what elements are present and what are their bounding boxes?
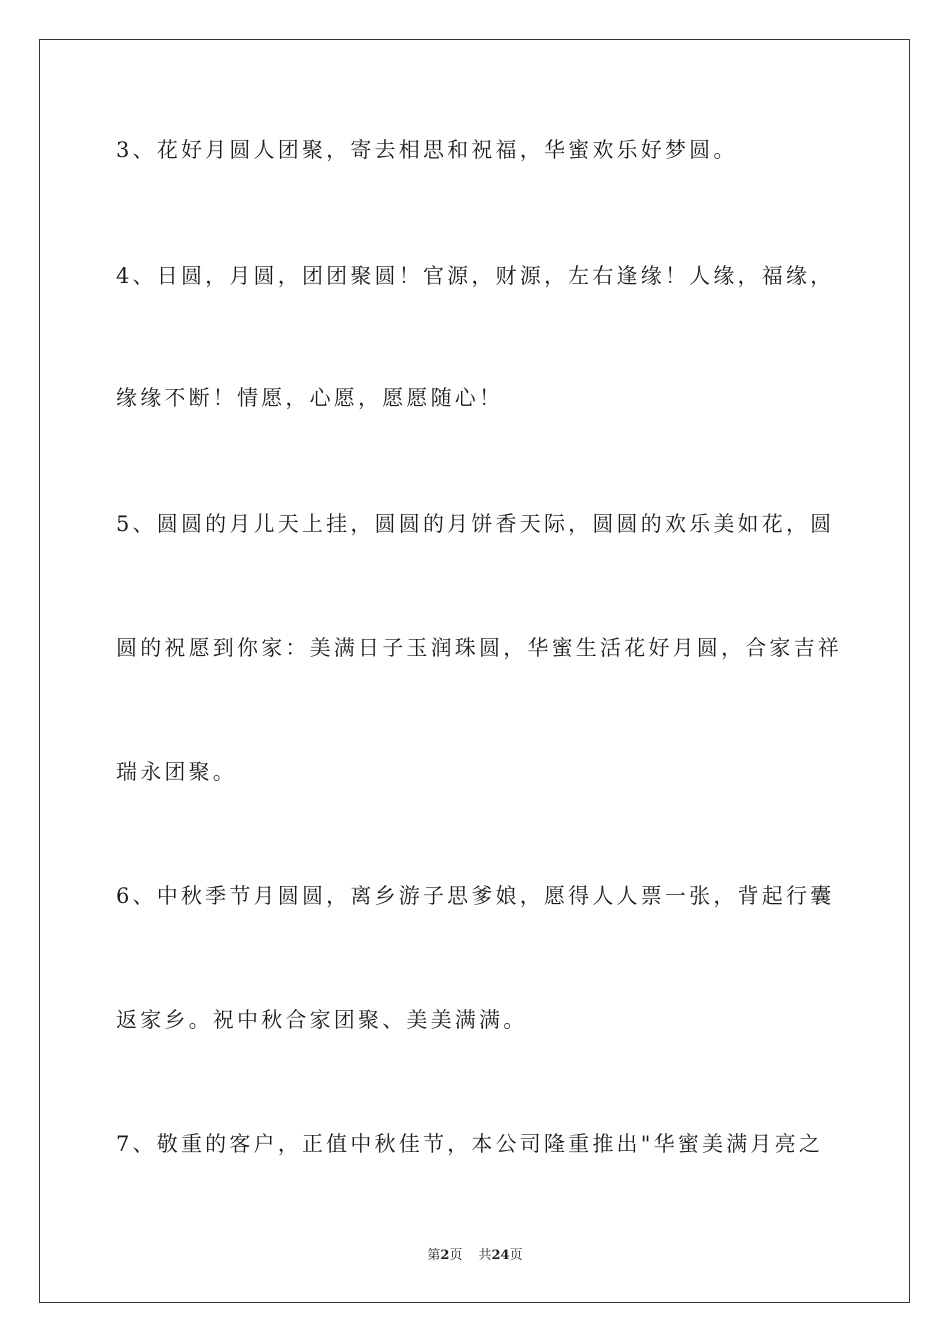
page-suffix: 页 [449, 1248, 463, 1263]
page-number: 2 [440, 1248, 450, 1263]
text-line-5: 圆的祝愿到你家：美满日子玉润珠圆，华蜜生活花好月圆，合家吉祥 [116, 636, 842, 660]
text-line-4: 5、圆圆的月儿天上挂，圆圆的月饼香天际，圆圆的欢乐美如花，圆 [116, 512, 835, 536]
text-line-7: 6、中秋季节月圆圆，离乡游子思爹娘，愿得人人票一张，背起行囊 [116, 884, 835, 908]
page-border [39, 39, 910, 1303]
total-suffix: 页 [509, 1248, 523, 1263]
text-line-2: 4、日圆，月圆，团团聚圆！官源，财源，左右逢缘！人缘，福缘， [116, 264, 835, 288]
total-prefix: 共 [478, 1248, 492, 1263]
text-line-3: 缘缘不断！情愿，心愿，愿愿随心！ [116, 386, 504, 410]
text-line-8: 返家乡。祝中秋合家团聚、美美满满。 [116, 1008, 528, 1032]
text-line-6: 瑞永团聚。 [116, 760, 237, 784]
text-line-1: 3、花好月圆人团聚，寄去相思和祝福，华蜜欢乐好梦圆。 [116, 138, 738, 162]
total-pages: 24 [491, 1248, 510, 1263]
page-footer [0, 1244, 950, 1263]
text-line-9: 7、敬重的客户，正值中秋佳节，本公司隆重推出"华蜜美满月亮之 [116, 1132, 824, 1156]
page-prefix: 第 [427, 1248, 441, 1263]
